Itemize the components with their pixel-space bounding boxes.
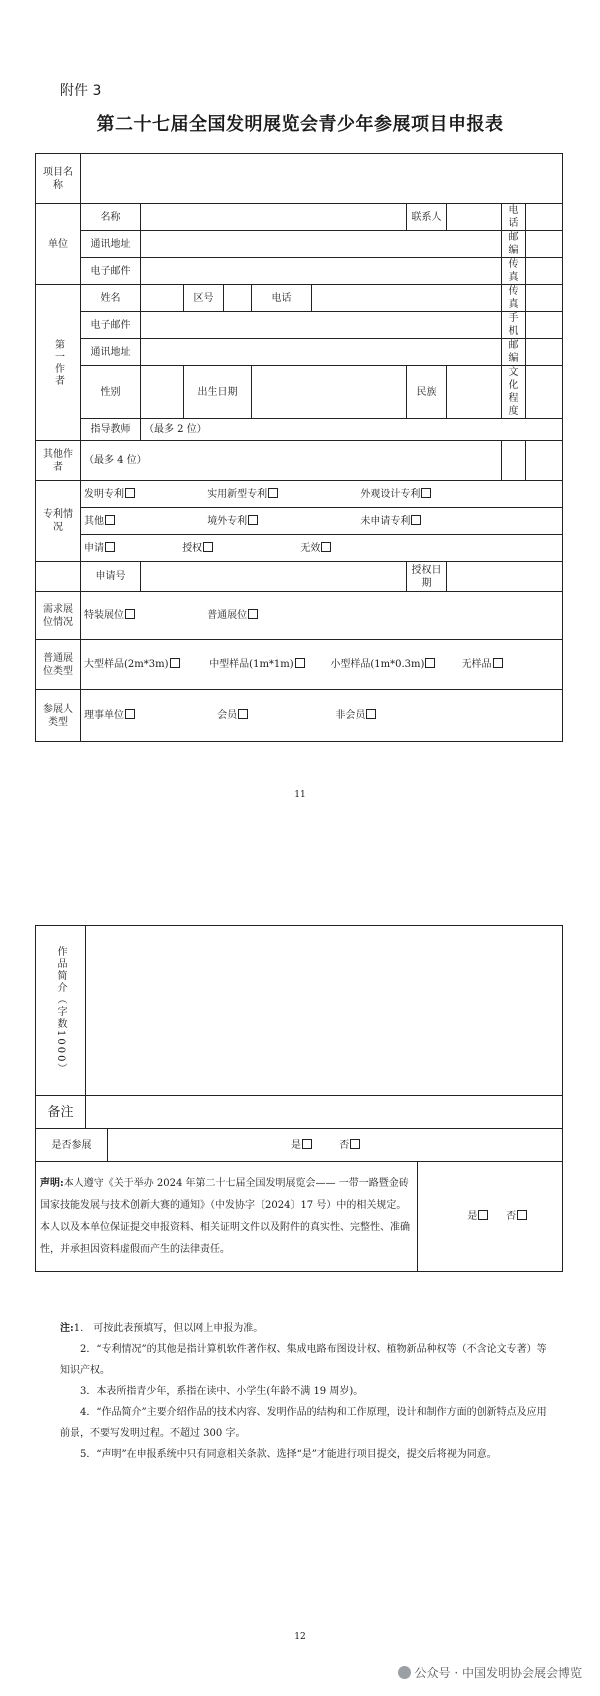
booth-demand-options: [81, 592, 563, 640]
declaration: [36, 1162, 418, 1272]
form-title: 第二十七届全国发明展览会青少年参展项目申报表: [96, 114, 504, 135]
remarks-field[interactable]: [86, 1096, 563, 1129]
checkbox[interactable]: [425, 658, 435, 668]
patent-status-row: [81, 535, 563, 562]
patent-design-option[interactable]: 外观设计专利: [360, 488, 431, 501]
notes-label: 注:: [60, 1323, 74, 1334]
note-1: 注:1. 可按此表预填写，但以网上申报为准。: [60, 1323, 264, 1334]
author-name-field[interactable]: [141, 285, 184, 312]
advisor-note: （最多 2 位）: [144, 424, 207, 435]
note-4: 4．“作品简介”主要介绍作品的技术内容、发明作品的结构和工作原理，设计和制作方面的创新特点及应用前景，不要写发明过程。不超过 300 字。: [60, 1407, 547, 1439]
exhibitor-type-options: [81, 690, 563, 742]
sample-large-option[interactable]: 大型样品(2m*3m): [84, 658, 206, 671]
checkbox[interactable]: [295, 658, 305, 668]
patent-utility-option[interactable]: 实用新型专利: [207, 488, 357, 501]
participate-no[interactable]: 否: [339, 1139, 360, 1152]
declaration-yes[interactable]: 是: [453, 1210, 503, 1223]
wechat-icon: [398, 1666, 411, 1679]
other-authors-note: （最多 4 位）: [84, 455, 147, 466]
attachment-label: 附件 3: [60, 83, 102, 99]
checkbox[interactable]: [366, 709, 376, 719]
checkbox[interactable]: [125, 488, 135, 498]
patent-invention-option[interactable]: 发明专利: [84, 488, 204, 501]
unit-postcode-label: 邮编: [502, 231, 526, 258]
booth-type-label: 普通展位类型: [36, 640, 81, 690]
checkbox[interactable]: [238, 709, 248, 719]
gender-field[interactable]: [141, 366, 184, 419]
patent-foreign-option[interactable]: 境外专利: [207, 515, 357, 528]
remarks-label: 备注: [36, 1096, 86, 1129]
declaration-no[interactable]: 否: [506, 1210, 527, 1223]
page-number-11: 11: [294, 790, 306, 800]
booth-type-options: [81, 640, 563, 690]
checkbox[interactable]: [125, 709, 135, 719]
declaration-text: 本人遵守《关于举办 2024 年第二十七届全国发明展览会—— 一带一路暨金砖国家技能发展与技术创新大赛的通知》（中发协字〔2024〕17 号）中的相关规定。本人以及本单位保证提交申报资料、相关证明文件以及附件的真实性、完整性、准确性，并承担因资料虚假而产生的法律责任。: [40, 1177, 410, 1255]
ethnicity-field[interactable]: [447, 366, 502, 419]
birthdate-field[interactable]: [252, 366, 407, 419]
author-email-label: 电子邮件: [81, 312, 141, 339]
status-applying-option[interactable]: 申请: [84, 542, 179, 555]
notes-section: [60, 1318, 550, 1465]
project-name-label: 项目名称: [36, 154, 81, 204]
unit-name-field[interactable]: [141, 204, 407, 231]
status-invalid-option[interactable]: 无效: [300, 542, 331, 555]
declaration-label: 声明:: [40, 1177, 64, 1189]
checkbox[interactable]: [105, 515, 115, 525]
checkbox[interactable]: [350, 1139, 360, 1149]
advisor-field[interactable]: [141, 419, 563, 441]
checkbox[interactable]: [493, 658, 503, 668]
author-fax-field[interactable]: [526, 285, 563, 312]
note-2: 2．“专利情况”的其他是指计算机软件著作权、集成电路布图设计权、植物新品种权等（不含论文专著）等知识产权。: [60, 1344, 547, 1376]
checkbox[interactable]: [411, 515, 421, 525]
author-email-field[interactable]: [141, 312, 502, 339]
author-postcode-label: 邮编: [502, 339, 526, 366]
other-authors-field[interactable]: [81, 441, 502, 481]
status-granted-option[interactable]: 授权: [182, 542, 297, 555]
checkbox[interactable]: [321, 542, 331, 552]
intro-field[interactable]: [86, 926, 563, 1096]
project-name-field[interactable]: [81, 154, 563, 204]
checkbox[interactable]: [170, 658, 180, 668]
participate-yes[interactable]: 是: [291, 1139, 336, 1152]
participate-label: 是否参展: [36, 1129, 108, 1162]
checkbox[interactable]: [248, 515, 258, 525]
author-fax-label: 传真: [502, 285, 526, 312]
other-authors-extra-1[interactable]: [502, 441, 526, 481]
author-address-label: 通讯地址: [81, 339, 141, 366]
sample-none-option[interactable]: 无样品: [462, 658, 503, 671]
author-name-label: 姓名: [81, 285, 141, 312]
gender-label: 性别: [81, 366, 141, 419]
patent-status-label: 专利情况: [36, 481, 81, 562]
note-3: 3．本表所指青少年，系指在读中、小学生(年龄不满 19 周岁)。: [80, 1386, 364, 1397]
checkbox[interactable]: [248, 609, 258, 619]
booth-demand-label: 需求展位情况: [36, 592, 81, 640]
blank-label: [36, 562, 81, 592]
author-address-field[interactable]: [141, 339, 502, 366]
exhibitor-nonmember-option[interactable]: 非会员: [335, 709, 376, 722]
district-label: 区号: [184, 285, 224, 312]
ethnicity-label: 民族: [407, 366, 447, 419]
patent-other-option[interactable]: 其他: [84, 515, 204, 528]
note-5: 5．“声明”在申报系统中只有同意相关条款、选择“是”才能进行项目提交，提交后将视为同意。: [80, 1449, 497, 1460]
contact-label: 联系人: [407, 204, 447, 231]
unit-fax-field[interactable]: [526, 258, 563, 285]
booth-special-option[interactable]: 特装展位: [84, 609, 204, 622]
checkbox[interactable]: [105, 542, 115, 552]
unit-name-label: 名称: [81, 204, 141, 231]
unit-phone-label: 电话: [502, 204, 526, 231]
participate-options: [108, 1129, 563, 1162]
advisor-label: 指导教师: [81, 419, 141, 441]
mobile-field[interactable]: [526, 312, 563, 339]
contact-field[interactable]: [447, 204, 502, 231]
booth-standard-option[interactable]: 普通展位: [207, 609, 258, 622]
sample-small-option[interactable]: 小型样品(1m*0.3m): [330, 658, 458, 671]
watermark: 公众号 · 中国发明协会展会博览: [398, 1664, 582, 1681]
patent-types-row-2: [81, 508, 563, 535]
unit-phone-field[interactable]: [526, 204, 563, 231]
unit-postcode-field[interactable]: [526, 231, 563, 258]
author-phone-label: 电话: [252, 285, 312, 312]
checkbox[interactable]: [517, 1210, 527, 1220]
application-table-2: [35, 925, 563, 1272]
district-field[interactable]: [224, 285, 252, 312]
declaration-options: [418, 1162, 563, 1272]
birthdate-label: 出生日期: [184, 366, 252, 419]
unit-email-label: 电子邮件: [81, 258, 141, 285]
page-number-12: 12: [294, 1632, 306, 1642]
unit-address-label: 通讯地址: [81, 231, 141, 258]
unit-label: 单位: [36, 204, 81, 285]
unit-email-field[interactable]: [141, 258, 502, 285]
intro-label: 作品简介（字数1000）: [36, 926, 86, 1096]
exhibitor-member-option[interactable]: 会员: [217, 709, 332, 722]
sample-medium-option[interactable]: 中型样品(1m*1m): [209, 658, 327, 671]
checkbox[interactable]: [478, 1210, 488, 1220]
exhibitor-type-label: 参展人类型: [36, 690, 81, 742]
application-table-1: [35, 153, 563, 742]
author-phone-field[interactable]: [312, 285, 502, 312]
patent-types-row-1: [81, 481, 563, 508]
unit-fax-label: 传真: [502, 258, 526, 285]
education-label: 文化程度: [502, 366, 526, 419]
checkbox[interactable]: [268, 488, 278, 498]
mobile-label: 手机: [502, 312, 526, 339]
grant-date-label: 授权日期: [407, 562, 447, 592]
first-author-label: 第一作者: [36, 285, 81, 441]
checkbox[interactable]: [421, 488, 431, 498]
exhibitor-director-option[interactable]: 理事单位: [84, 709, 214, 722]
other-authors-label: 其他作者: [36, 441, 81, 481]
checkbox[interactable]: [203, 542, 213, 552]
application-no-field[interactable]: [141, 562, 407, 592]
grant-date-field[interactable]: [447, 562, 563, 592]
education-field[interactable]: [526, 366, 563, 419]
checkbox[interactable]: [302, 1139, 312, 1149]
checkbox[interactable]: [125, 609, 135, 619]
application-no-label: 申请号: [81, 562, 141, 592]
patent-unapplied-option[interactable]: 未申请专利: [360, 515, 421, 528]
other-authors-extra-2[interactable]: [526, 441, 563, 481]
unit-address-field[interactable]: [141, 231, 502, 258]
author-postcode-field[interactable]: [526, 339, 563, 366]
